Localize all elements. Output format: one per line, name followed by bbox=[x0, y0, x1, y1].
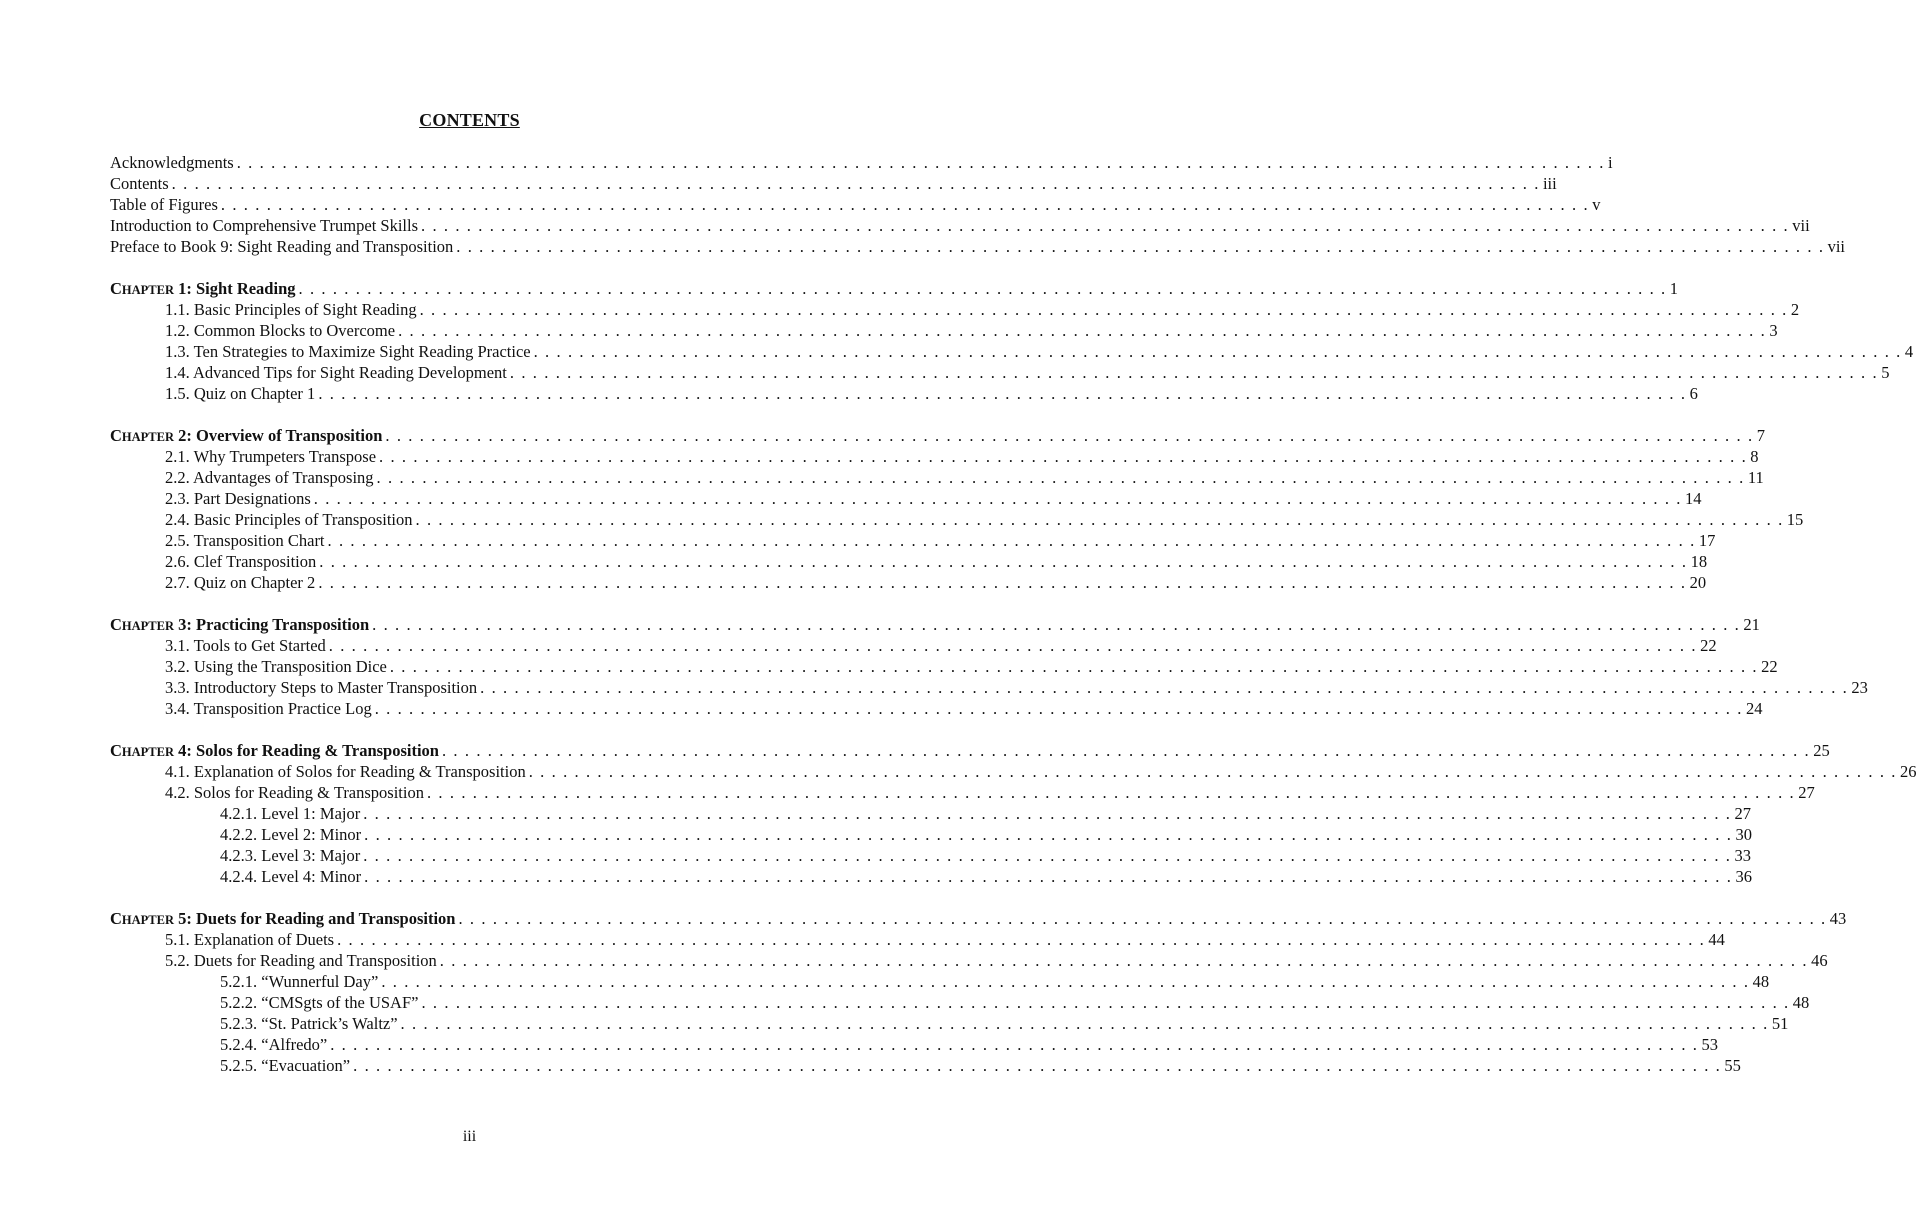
leader-dots: . . . . . . . . . . . . . . . . . . . . . . . . . . . . . . . . . . . . . . . . . . . . . . . . . . . . . . . . . . . . . . . . . . . . . . . . . . . . . . . . . . . . . . . . . . . . . . . . . . . . . . . . . . . . . . . . . . . . . . . . bbox=[528, 762, 1897, 781]
chapter-word-smallcaps: HAPTER bbox=[121, 619, 175, 633]
toc-subsection-row bbox=[110, 992, 1810, 1013]
toc-entry-label: 4.2.4. Level 4: Minor bbox=[220, 867, 362, 886]
toc-entry-label bbox=[110, 425, 382, 448]
toc-section-row bbox=[110, 635, 1717, 656]
toc-entry-page: 15 bbox=[1786, 510, 1804, 529]
toc-entry-label: 2.6. Clef Transposition bbox=[165, 552, 317, 571]
leader-dots: . . . . . . . . . . . . . . . . . . . . . . . . . . . . . . . . . . . . . . . . . . . . . . . . . . . . . . . . . . . . . . . . . . . . . . . . . . . . . . . . . . . . . . . . . . . . . . . . . . . . . . . . . . . . . . . . . . . . . . . . bbox=[313, 489, 1683, 508]
toc-entry-label: 4.2.2. Level 2: Minor bbox=[220, 825, 362, 844]
page-number: iii bbox=[462, 1128, 477, 1145]
leader-dots: . . . . . . . . . . . . . . . . . . . . . . . . . . . . . . . . . . . . . . . . . . . . . . . . . . . . . . . . . . . . . . . . . . . . . . . . . . . . . . . . . . . . . . . . . . . . . . . . . . . . . . . . . . . . . . . . . . . . . . . . bbox=[330, 1035, 1699, 1054]
toc-entry-label: 2.1. Why Trumpeters Transpose bbox=[165, 447, 377, 466]
toc-entry-page: 20 bbox=[1689, 573, 1707, 592]
toc-section-row bbox=[110, 698, 1763, 719]
toc-section-row bbox=[110, 530, 1716, 551]
leader-dots: . . . . . . . . . . . . . . . . . . . . . . . . . . . . . . . . . . . . . . . . . . . . . . . . . . . . . . . . . . . . . . . . . . . . . . . . . . . . . . . . . . . . . . . . . . . . . . . . . . . . . . . . . . . . . . . . . . . . . . . . bbox=[421, 216, 1790, 235]
toc-entry-label: 2.5. Transposition Chart bbox=[165, 531, 325, 550]
toc-entry-page: 30 bbox=[1735, 825, 1752, 844]
toc-entry-label bbox=[110, 908, 455, 931]
leader-dots: . . . . . . . . . . . . . . . . . . . . . . . . . . . . . . . . . . . . . . . . . . . . . . . . . . . . . . . . . . . . . . . . . . . . . . . . . . . . . . . . . . . . . . . . . . . . . . . . . . . . . . . . . . . . . . . . . . . . . . . . bbox=[353, 1056, 1722, 1075]
toc-section-row bbox=[110, 572, 1707, 593]
toc-entry-page: 36 bbox=[1735, 867, 1752, 886]
toc-chapter-row bbox=[110, 614, 1760, 635]
leader-dots: . . . . . . . . . . . . . . . . . . . . . . . . . . . . . . . . . . . . . . . . . . . . . . . . . . . . . . . . . . . . . . . . . . . . . . . . . . . . . . . . . . . . . . . . . . . . . . . . . . . . . . . . . . . . . . . . . . . . . . . . bbox=[364, 867, 1733, 886]
chapter-word-smallcaps: HAPTER bbox=[121, 913, 175, 927]
toc-subsection-row bbox=[110, 824, 1752, 845]
toc-subsection-row bbox=[110, 845, 1751, 866]
toc-entry-page: 22 bbox=[1700, 636, 1717, 655]
toc-entry-page: v bbox=[1592, 195, 1601, 214]
toc-entry-label: 1.1. Basic Principles of Sight Reading bbox=[165, 300, 417, 319]
section-spacer bbox=[110, 593, 826, 614]
toc-subsection-row bbox=[110, 1034, 1718, 1055]
toc-entry-page: 23 bbox=[1851, 678, 1868, 697]
toc-entry-page: 51 bbox=[1771, 1014, 1789, 1033]
chapter-initial: C bbox=[110, 741, 122, 760]
toc-subsection-row bbox=[110, 803, 1751, 824]
toc-subsection-row bbox=[110, 971, 1770, 992]
toc-entry-page: 27 bbox=[1798, 783, 1815, 802]
toc-section-row bbox=[110, 446, 1759, 467]
chapter-title: 5: Duets for Reading and Transposition bbox=[174, 909, 456, 928]
toc-entry-page: 14 bbox=[1685, 489, 1702, 508]
leader-dots: . . . . . . . . . . . . . . . . . . . . . . . . . . . . . . . . . . . . . . . . . . . . . . . . . . . . . . . . . . . . . . . . . . . . . . . . . . . . . . . . . . . . . . . . . . . . . . . . . . . . . . . . . . . . . . . . . . . . . . . . bbox=[419, 300, 1788, 319]
leader-dots: . . . . . . . . . . . . . . . . . . . . . . . . . . . . . . . . . . . . . . . . . . . . . . . . . . . . . . . . . . . . . . . . . . . . . . . . . . . . . . . . . . . . . . . . . . . . . . . . . . . . . . . . . . . . . . . . . . . . . . . . bbox=[415, 510, 1784, 529]
toc-section-row bbox=[110, 929, 1725, 950]
toc-entry-page: 44 bbox=[1708, 930, 1725, 949]
leader-dots: . . . . . . . . . . . . . . . . . . . . . . . . . . . . . . . . . . . . . . . . . . . . . . . . . . . . . . . . . . . . . . . . . . . . . . . . . . . . . . . . . . . . . . . . . . . . . . . . . . . . . . . . . . . . . . . . . . . . . . . . bbox=[318, 573, 1687, 592]
section-spacer bbox=[110, 404, 826, 425]
toc-entry-page: 21 bbox=[1743, 615, 1760, 634]
toc-entry-page: 43 bbox=[1829, 909, 1847, 928]
chapter-word-smallcaps: HAPTER bbox=[121, 745, 175, 759]
leader-dots: . . . . . . . . . . . . . . . . . . . . . . . . . . . . . . . . . . . . . . . . . . . . . . . . . . . . . . . . . . . . . . . . . . . . . . . . . . . . . . . . . . . . . . . . . . . . . . . . . . . . . . . . . . . . . . . . . . . . . . . . bbox=[319, 552, 1688, 571]
leader-dots: . . . . . . . . . . . . . . . . . . . . . . . . . . . . . . . . . . . . . . . . . . . . . . . . . . . . . . . . . . . . . . . . . . . . . . . . . . . . . . . . . . . . . . . . . . . . . . . . . . . . . . . . . . . . . . . . . . . . . . . . bbox=[398, 321, 1767, 340]
toc-front-matter-row bbox=[110, 173, 1557, 194]
leader-dots: . . . . . . . . . . . . . . . . . . . . . . . . . . . . . . . . . . . . . . . . . . . . . . . . . . . . . . . . . . . . . . . . . . . . . . . . . . . . . . . . . . . . . . . . . . . . . . . . . . . . . . . . . . . . . . . . . . . . . . . . bbox=[374, 699, 1743, 718]
toc-entry-label: 5.2.1. “Wunnerful Day” bbox=[220, 972, 379, 991]
toc-entry-label: 5.2.3. “St. Patrick’s Waltz” bbox=[220, 1014, 398, 1033]
toc-entry-label: 1.3. Ten Strategies to Maximize Sight Reading Practice bbox=[165, 342, 531, 361]
toc-entry-label: 5.2.5. “Evacuation” bbox=[220, 1056, 351, 1075]
chapter-initial: C bbox=[110, 615, 122, 634]
toc-entry-label: 1.4. Advanced Tips for Sight Reading Development bbox=[165, 363, 507, 382]
toc-chapter-row bbox=[110, 278, 1679, 299]
toc-entry-label: Acknowledgments bbox=[110, 153, 234, 172]
toc-entry-page: 8 bbox=[1750, 447, 1759, 466]
leader-dots: . . . . . . . . . . . . . . . . . . . . . . . . . . . . . . . . . . . . . . . . . . . . . . . . . . . . . . . . . . . . . . . . . . . . . . . . . . . . . . . . . . . . . . . . . . . . . . . . . . . . . . . . . . . . . . . . . . . . . . . . bbox=[456, 237, 1825, 256]
toc-entry-label: 4.2.1. Level 1: Major bbox=[220, 804, 361, 823]
toc-entry-page: 17 bbox=[1698, 531, 1716, 550]
leader-dots: . . . . . . . . . . . . . . . . . . . . . . . . . . . . . . . . . . . . . . . . . . . . . . . . . . . . . . . . . . . . . . . . . . . . . . . . . . . . . . . . . . . . . . . . . . . . . . . . . . . . . . . . . . . . . . . . . . . . . . . . bbox=[458, 909, 1827, 928]
toc-front-matter-row bbox=[110, 236, 1845, 257]
chapter-initial: C bbox=[110, 909, 122, 928]
toc-entry-page: 4 bbox=[1904, 342, 1914, 361]
chapter-initial: C bbox=[110, 426, 122, 445]
toc-section-row bbox=[110, 488, 1702, 509]
toc-subsection-row bbox=[110, 866, 1752, 887]
chapter-title: 4: Solos for Reading & Transposition bbox=[174, 741, 439, 760]
toc-entry-label: Table of Figures bbox=[110, 195, 218, 214]
toc-entry-label: 1.2. Common Blocks to Overcome bbox=[165, 321, 396, 340]
section-spacer bbox=[110, 887, 826, 908]
chapter-title: 3: Practicing Transposition bbox=[174, 615, 370, 634]
toc-entry-label: 4.1. Explanation of Solos for Reading & Transposition bbox=[165, 762, 526, 781]
leader-dots: . . . . . . . . . . . . . . . . . . . . . . . . . . . . . . . . . . . . . . . . . . . . . . . . . . . . . . . . . . . . . . . . . . . . . . . . . . . . . . . . . . . . . . . . . . . . . . . . . . . . . . . . . . . . . . . . . . . . . . . . bbox=[381, 972, 1750, 991]
leader-dots: . . . . . . . . . . . . . . . . . . . . . . . . . . . . . . . . . . . . . . . . . . . . . . . . . . . . . . . . . . . . . . . . . . . . . . . . . . . . . . . . . . . . . . . . . . . . . . . . . . . . . . . . . . . . . . . . . . . . . . . . bbox=[363, 804, 1732, 823]
leader-dots: . . . . . . . . . . . . . . . . . . . . . . . . . . . . . . . . . . . . . . . . . . . . . . . . . . . . . . . . . . . . . . . . . . . . . . . . . . . . . . . . . . . . . . . . . . . . . . . . . . . . . . . . . . . . . . . . . . . . . . . . bbox=[298, 279, 1667, 298]
toc-entry-page: 25 bbox=[1813, 741, 1830, 760]
toc-section-row bbox=[110, 551, 1708, 572]
leader-dots: . . . . . . . . . . . . . . . . . . . . . . . . . . . . . . . . . . . . . . . . . . . . . . . . . . . . . . . . . . . . . . . . . . . . . . . . . . . . . . . . . . . . . . . . . . . . . . . . . . . . . . . . . . . . . . . . . . . . . . . . bbox=[171, 174, 1540, 193]
toc-entry-label: 3.4. Transposition Practice Log bbox=[165, 699, 372, 718]
toc-entry-page: 46 bbox=[1811, 951, 1828, 970]
leader-dots: . . . . . . . . . . . . . . . . . . . . . . . . . . . . . . . . . . . . . . . . . . . . . . . . . . . . . . . . . . . . . . . . . . . . . . . . . . . . . . . . . . . . . . . . . . . . . . . . . . . . . . . . . . . . . . . . . . . . . . . . bbox=[533, 342, 1902, 361]
toc-subsection-row bbox=[110, 1055, 1741, 1076]
leader-dots: . . . . . . . . . . . . . . . . . . . . . . . . . . . . . . . . . . . . . . . . . . . . . . . . . . . . . . . . . . . . . . . . . . . . . . . . . . . . . . . . . . . . . . . . . . . . . . . . . . . . . . . . . . . . . . . . . . . . . . . . bbox=[400, 1014, 1769, 1033]
toc-entry-page: 3 bbox=[1769, 321, 1778, 340]
toc-entry-page: 53 bbox=[1701, 1035, 1718, 1054]
toc-entry-label: 3.1. Tools to Get Started bbox=[165, 636, 326, 655]
toc-entry-label: Contents bbox=[110, 174, 169, 193]
leader-dots: . . . . . . . . . . . . . . . . . . . . . . . . . . . . . . . . . . . . . . . . . . . . . . . . . . . . . . . . . . . . . . . . . . . . . . . . . . . . . . . . . . . . . . . . . . . . . . . . . . . . . . . . . . . . . . . . . . . . . . . . bbox=[372, 615, 1741, 634]
toc-entry-label: 3.3. Introductory Steps to Master Transposition bbox=[165, 678, 478, 697]
toc-entry-page: iii bbox=[1542, 174, 1557, 193]
toc-entry-label: 4.2.3. Level 3: Major bbox=[220, 846, 361, 865]
toc-entry-page: 22 bbox=[1761, 657, 1778, 676]
toc-section-row bbox=[110, 341, 1914, 362]
toc-entry-label: 3.2. Using the Transposition Dice bbox=[165, 657, 387, 676]
toc-entry-label: Preface to Book 9: Sight Reading and Transposition bbox=[110, 237, 454, 256]
toc-entry-label: 5.1. Explanation of Duets bbox=[165, 930, 335, 949]
chapter-word-smallcaps: HAPTER bbox=[121, 430, 175, 444]
toc-section-row bbox=[110, 320, 1778, 341]
toc-entry-label: 4.2. Solos for Reading & Transposition bbox=[165, 783, 424, 802]
leader-dots: . . . . . . . . . . . . . . . . . . . . . . . . . . . . . . . . . . . . . . . . . . . . . . . . . . . . . . . . . . . . . . . . . . . . . . . . . . . . . . . . . . . . . . . . . . . . . . . . . . . . . . . . . . . . . . . . . . . . . . . . bbox=[509, 363, 1879, 382]
toc-entry-page: 2 bbox=[1790, 300, 1800, 319]
toc-entry-page: vii bbox=[1792, 216, 1810, 235]
toc-section-row bbox=[110, 509, 1804, 530]
section-spacer bbox=[110, 719, 826, 740]
toc-entry-label: Introduction to Comprehensive Trumpet Skills bbox=[110, 216, 418, 235]
leader-dots: . . . . . . . . . . . . . . . . . . . . . . . . . . . . . . . . . . . . . . . . . . . . . . . . . . . . . . . . . . . . . . . . . . . . . . . . . . . . . . . . . . . . . . . . . . . . . . . . . . . . . . . . . . . . . . . . . . . . . . . . bbox=[441, 741, 1811, 760]
leader-dots: . . . . . . . . . . . . . . . . . . . . . . . . . . . . . . . . . . . . . . . . . . . . . . . . . . . . . . . . . . . . . . . . . . . . . . . . . . . . . . . . . . . . . . . . . . . . . . . . . . . . . . . . . . . . . . . . . . . . . . . . bbox=[439, 951, 1809, 970]
toc-section-row bbox=[110, 761, 1917, 782]
toc-chapter-row bbox=[110, 740, 1830, 761]
toc-front-matter-row bbox=[110, 152, 1613, 173]
toc-subsection-row bbox=[110, 1013, 1789, 1034]
toc-entry-label bbox=[110, 278, 296, 301]
table-of-contents bbox=[110, 152, 1917, 1076]
leader-dots: . . . . . . . . . . . . . . . . . . . . . . . . . . . . . . . . . . . . . . . . . . . . . . . . . . . . . . . . . . . . . . . . . . . . . . . . . . . . . . . . . . . . . . . . . . . . . . . . . . . . . . . . . . . . . . . . . . . . . . . . bbox=[328, 636, 1698, 655]
leader-dots: . . . . . . . . . . . . . . . . . . . . . . . . . . . . . . . . . . . . . . . . . . . . . . . . . . . . . . . . . . . . . . . . . . . . . . . . . . . . . . . . . . . . . . . . . . . . . . . . . . . . . . . . . . . . . . . . . . . . . . . . bbox=[318, 384, 1687, 403]
toc-entry-page: 24 bbox=[1745, 699, 1763, 718]
leader-dots: . . . . . . . . . . . . . . . . . . . . . . . . . . . . . . . . . . . . . . . . . . . . . . . . . . . . . . . . . . . . . . . . . . . . . . . . . . . . . . . . . . . . . . . . . . . . . . . . . . . . . . . . . . . . . . . . . . . . . . . . bbox=[376, 468, 1745, 487]
toc-entry-page: 5 bbox=[1881, 363, 1890, 382]
toc-section-row bbox=[110, 362, 1890, 383]
toc-section-row bbox=[110, 383, 1698, 404]
leader-dots: . . . . . . . . . . . . . . . . . . . . . . . . . . . . . . . . . . . . . . . . . . . . . . . . . . . . . . . . . . . . . . . . . . . . . . . . . . . . . . . . . . . . . . . . . . . . . . . . . . . . . . . . . . . . . . . . . . . . . . . . bbox=[480, 678, 1849, 697]
toc-section-row bbox=[110, 656, 1778, 677]
toc-entry-page: i bbox=[1608, 153, 1613, 172]
toc-entry-label: 2.3. Part Designations bbox=[165, 489, 311, 508]
leader-dots: . . . . . . . . . . . . . . . . . . . . . . . . . . . . . . . . . . . . . . . . . . . . . . . . . . . . . . . . . . . . . . . . . . . . . . . . . . . . . . . . . . . . . . . . . . . . . . . . . . . . . . . . . . . . . . . . . . . . . . . . bbox=[389, 657, 1759, 676]
toc-entry-page: 27 bbox=[1734, 804, 1751, 823]
section-spacer bbox=[110, 257, 826, 278]
toc-entry-page: 1 bbox=[1669, 279, 1679, 298]
toc-front-matter-row bbox=[110, 215, 1810, 236]
toc-entry-label: 5.2.4. “Alfredo” bbox=[220, 1035, 328, 1054]
toc-entry-page: 33 bbox=[1734, 846, 1751, 865]
toc-entry-page: 18 bbox=[1690, 552, 1708, 571]
leader-dots: . . . . . . . . . . . . . . . . . . . . . . . . . . . . . . . . . . . . . . . . . . . . . . . . . . . . . . . . . . . . . . . . . . . . . . . . . . . . . . . . . . . . . . . . . . . . . . . . . . . . . . . . . . . . . . . . . . . . . . . . bbox=[426, 783, 1796, 802]
toc-entry-page: 55 bbox=[1724, 1056, 1741, 1075]
toc-section-row bbox=[110, 677, 1868, 698]
toc-entry-page: 48 bbox=[1752, 972, 1770, 991]
toc-entry-label: 5.2. Duets for Reading and Transposition bbox=[165, 951, 437, 970]
toc-entry-label: 2.7. Quiz on Chapter 2 bbox=[165, 573, 316, 592]
toc-entry-page: vii bbox=[1827, 237, 1845, 256]
toc-entry-label: 1.5. Quiz on Chapter 1 bbox=[165, 384, 316, 403]
leader-dots: . . . . . . . . . . . . . . . . . . . . . . . . . . . . . . . . . . . . . . . . . . . . . . . . . . . . . . . . . . . . . . . . . . . . . . . . . . . . . . . . . . . . . . . . . . . . . . . . . . . . . . . . . . . . . . . . . . . . . . . . bbox=[363, 846, 1732, 865]
toc-section-row bbox=[110, 299, 1800, 320]
leader-dots: . . . . . . . . . . . . . . . . . . . . . . . . . . . . . . . . . . . . . . . . . . . . . . . . . . . . . . . . . . . . . . . . . . . . . . . . . . . . . . . . . . . . . . . . . . . . . . . . . . . . . . . . . . . . . . . . . . . . . . . . bbox=[337, 930, 1706, 949]
toc-entry-page: 11 bbox=[1747, 468, 1764, 487]
leader-dots: . . . . . . . . . . . . . . . . . . . . . . . . . . . . . . . . . . . . . . . . . . . . . . . . . . . . . . . . . . . . . . . . . . . . . . . . . . . . . . . . . . . . . . . . . . . . . . . . . . . . . . . . . . . . . . . . . . . . . . . . bbox=[327, 531, 1696, 550]
chapter-word-smallcaps: HAPTER bbox=[121, 283, 175, 297]
leader-dots: . . . . . . . . . . . . . . . . . . . . . . . . . . . . . . . . . . . . . . . . . . . . . . . . . . . . . . . . . . . . . . . . . . . . . . . . . . . . . . . . . . . . . . . . . . . . . . . . . . . . . . . . . . . . . . . . . . . . . . . . bbox=[385, 426, 1754, 445]
toc-front-matter-row bbox=[110, 194, 1601, 215]
toc-entry-label bbox=[110, 614, 369, 637]
toc-chapter-row bbox=[110, 425, 1765, 446]
leader-dots: . . . . . . . . . . . . . . . . . . . . . . . . . . . . . . . . . . . . . . . . . . . . . . . . . . . . . . . . . . . . . . . . . . . . . . . . . . . . . . . . . . . . . . . . . . . . . . . . . . . . . . . . . . . . . . . . . . . . . . . . bbox=[220, 195, 1590, 214]
leader-dots: . . . . . . . . . . . . . . . . . . . . . . . . . . . . . . . . . . . . . . . . . . . . . . . . . . . . . . . . . . . . . . . . . . . . . . . . . . . . . . . . . . . . . . . . . . . . . . . . . . . . . . . . . . . . . . . . . . . . . . . . bbox=[364, 825, 1733, 844]
toc-entry-label: 5.2.2. “CMSgts of the USAF” bbox=[220, 993, 419, 1012]
chapter-title: 2: Overview of Transposition bbox=[174, 426, 383, 445]
leader-dots: . . . . . . . . . . . . . . . . . . . . . . . . . . . . . . . . . . . . . . . . . . . . . . . . . . . . . . . . . . . . . . . . . . . . . . . . . . . . . . . . . . . . . . . . . . . . . . . . . . . . . . . . . . . . . . . . . . . . . . . . bbox=[379, 447, 1748, 466]
toc-entry-page: 7 bbox=[1756, 426, 1765, 445]
toc-entry-page: 48 bbox=[1792, 993, 1810, 1012]
chapter-initial: C bbox=[110, 279, 122, 298]
toc-entry-page: 6 bbox=[1689, 384, 1698, 403]
toc-entry-label: 2.4. Basic Principles of Transposition bbox=[165, 510, 413, 529]
page-title: CONTENTS bbox=[419, 110, 520, 130]
toc-chapter-row bbox=[110, 908, 1847, 929]
toc-entry-page: 26 bbox=[1900, 762, 1917, 781]
toc-section-row bbox=[110, 782, 1815, 803]
toc-section-row bbox=[110, 467, 1764, 488]
toc-entry-label bbox=[110, 740, 439, 763]
toc-section-row bbox=[110, 950, 1828, 971]
chapter-title: 1: Sight Reading bbox=[174, 279, 296, 298]
toc-entry-label: 2.2. Advantages of Transposing bbox=[165, 468, 374, 487]
leader-dots: . . . . . . . . . . . . . . . . . . . . . . . . . . . . . . . . . . . . . . . . . . . . . . . . . . . . . . . . . . . . . . . . . . . . . . . . . . . . . . . . . . . . . . . . . . . . . . . . . . . . . . . . . . . . . . . . . . . . . . . . bbox=[421, 993, 1790, 1012]
leader-dots: . . . . . . . . . . . . . . . . . . . . . . . . . . . . . . . . . . . . . . . . . . . . . . . . . . . . . . . . . . . . . . . . . . . . . . . . . . . . . . . . . . . . . . . . . . . . . . . . . . . . . . . . . . . . . . . . . . . . . . . . bbox=[236, 153, 1606, 172]
